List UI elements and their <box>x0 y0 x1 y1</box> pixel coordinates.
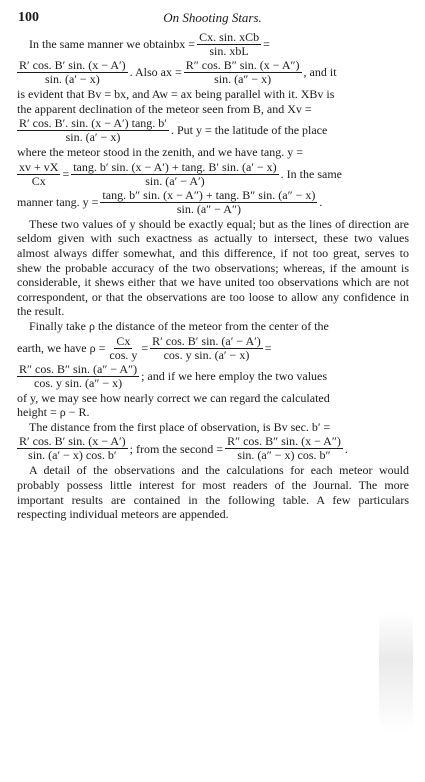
text-line: the apparent declination of the meteor seen from B, and Xv = <box>17 101 312 116</box>
numerator: Cx <box>116 333 131 348</box>
equation-tang-y-1 <box>17 161 409 188</box>
fraction <box>150 335 263 362</box>
page-number: 100 <box>18 10 39 25</box>
text-run: . Put y = the latitude of the place <box>170 123 328 138</box>
fraction <box>184 59 302 86</box>
denominator: cos. y <box>109 347 138 362</box>
fraction <box>225 435 343 462</box>
equation-distance <box>17 435 409 462</box>
fraction <box>197 31 261 58</box>
denominator: sin. (a″ − x) <box>214 72 272 86</box>
fraction <box>17 59 128 86</box>
denominator: sin. (a′ − x) <box>65 130 121 145</box>
fraction <box>17 363 139 390</box>
paper-stain <box>379 612 413 732</box>
text-run: . Also ax = <box>129 65 182 80</box>
equation-ax <box>17 59 409 86</box>
numerator: R′ cos. B′ sin. (x − A′) <box>19 58 126 72</box>
denominator: sin. xbL <box>209 44 249 58</box>
equation-tang-y-2 <box>17 189 409 216</box>
math-op: = <box>264 340 272 355</box>
denominator: sin. (a″ − x) cos. b″ <box>237 448 331 463</box>
fraction <box>17 435 128 462</box>
equation-rho <box>17 335 409 362</box>
numerator: R′ cos. B′ sin. (a′ − A′) <box>152 333 261 348</box>
page-header <box>18 10 407 28</box>
denominator: sin. (a″ − A″) <box>176 201 241 216</box>
text-line: of y, we may see how nearly correct we can regard the calculated <box>17 390 330 405</box>
fraction <box>17 117 169 144</box>
text-run: . In the same <box>280 166 342 181</box>
fraction <box>17 161 60 188</box>
denominator: sin. (a′ − A′) <box>145 173 205 188</box>
text-run: , and it <box>303 65 337 80</box>
running-title: On Shooting Stars. <box>163 10 262 25</box>
text-run: In the same manner we obtain <box>29 37 174 52</box>
numerator: R′ cos. B′ sin. (x − A′) <box>19 434 126 449</box>
text-run: ; from the second = <box>129 441 224 456</box>
text-line: Finally take ρ the distance of the meteor from the center of the <box>29 318 329 333</box>
text-line: where the meteor stood in the zenith, and we have tang. y = <box>17 145 304 160</box>
numerator: R″ cos. B″ sin. (a″ − A″) <box>19 361 138 376</box>
equation-bx <box>17 31 409 58</box>
paragraph-detail: A detail of the observations and the calculations for each meteor would probably possess little interest for most readers of the Journal. The more important results are contained in the following table. A few particulars respecting individual meteors are appended. <box>17 463 409 522</box>
text-run: manner tang. y = <box>17 194 99 209</box>
math-op: = <box>62 166 70 181</box>
numerator: Cx. sin. xCb <box>199 30 260 44</box>
math-op: . <box>319 194 323 209</box>
denominator: cos. y sin. (a″ − x) <box>34 375 123 390</box>
math-lhs: bx = <box>173 37 196 52</box>
fraction <box>107 335 139 362</box>
fraction <box>100 189 317 216</box>
numerator: R′ cos. B′. sin. (x − A′) tang. b′ <box>19 116 167 131</box>
equation-rho-2 <box>17 363 409 390</box>
math-op: = <box>263 37 270 52</box>
page-body <box>17 30 409 522</box>
fraction <box>71 161 278 188</box>
numerator: tang. b′ sin. (x − A′) + tang. B′ sin. (a′ − x) <box>73 159 277 174</box>
math-op: . <box>344 441 348 456</box>
paragraph-y-values: These two values of y should be exactly equal; but as the lines of direction are seldom given with such exactness as actually to intersect, these two values almost always differ somewhat, and this difference, if not too great, serves to shew the probable accuracy of the two observations; whereas, if the amount is considerable, it shews either that we have united too observations which are not correspondent, or that the observations are too loose to allow any confidence in the result. <box>17 216 409 319</box>
denominator: cos. y sin. (a′ − x) <box>163 347 250 362</box>
denominator: sin. (a′ − x) <box>44 72 100 86</box>
numerator: tang. b″ sin. (x − A″) + tang. B″ sin. (a″ − x) <box>102 187 316 202</box>
denominator: Cx <box>31 173 46 188</box>
text-run: earth, we have ρ = <box>17 340 106 355</box>
text-line: The distance from the first place of observation, is Bv sec. b′ = <box>29 419 331 434</box>
text-run: ; and if we here employ the two values <box>141 368 328 383</box>
text-line: height = ρ − R. <box>17 405 90 420</box>
numerator: R″ cos. B″ sin. (x − A″) <box>185 58 300 72</box>
numerator: xv + vX <box>19 159 59 174</box>
numerator: R″ cos. B″ sin. (x − A″) <box>227 434 341 449</box>
text-line: is evident that Bv = bx, and Aw = ax being parallel with it. XBv is <box>17 87 335 101</box>
equation-xv <box>17 117 409 144</box>
denominator: sin. (a′ − x) cos. b′ <box>28 448 117 463</box>
math-op: = <box>141 340 149 355</box>
